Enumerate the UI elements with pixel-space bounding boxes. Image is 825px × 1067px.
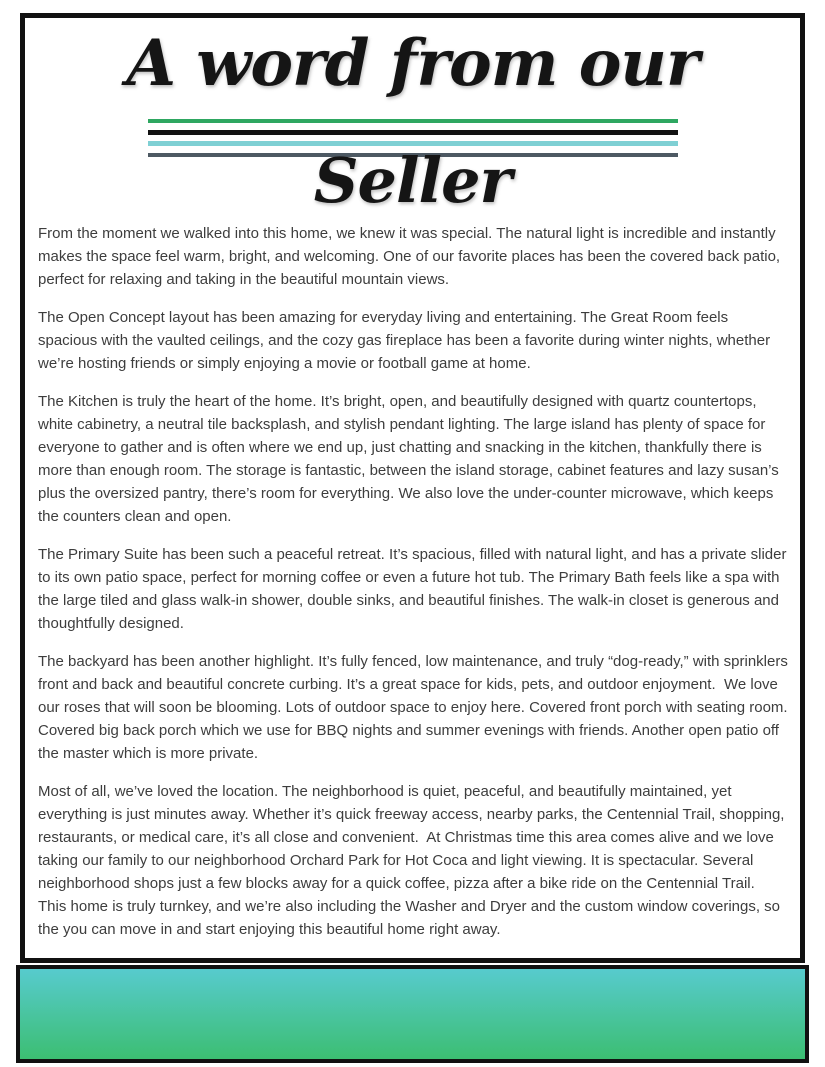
paragraph-first-impression: From the moment we walked into this home, we knew it was special. The natural light is incredible and instantly makes the space feel warm, bright, and welcoming. One of our favorite places has been the covered back patio, perfect for relaxing and taking in the beautiful mountain views. — [38, 225, 785, 288]
paragraph-primary-suite: The Primary Suite has been such a peaceful retreat. It’s spacious, filled with natural light, and has a private slider to its own patio space, perfect for morning coffee or even a future hot tub. The Primary Bath feels like a spa with the large tiled and glass walk-in shower, double sinks, and beautiful finishes. The walk-in closet is generous and thoughtfully designed. — [38, 546, 791, 632]
paragraph-kitchen: The Kitchen is truly the heart of the home. It’s bright, open, and beautifully designed with quartz countertops, white cabinetry, a neutral tile backsplash, and stylish pendant lighting. The large island has plenty of space for everyone to gather and is often where we end up, just chatting and snacking in the kitchen, thankfully there is more than enough room. The storage is fantastic, between the island storage, cabinet features and lazy susan’s plus the oversized pantry, there’s room for everything. We also love the under-counter microwave, which keeps the counters clean and open. — [38, 393, 783, 525]
page-title-line-2: Seller — [313, 144, 512, 217]
letter-body — [25, 222, 800, 941]
letter-content-box — [20, 13, 805, 963]
paragraph-open-concept: The Open Concept layout has been amazing for everyday living and entertaining. The Great Room feels spacious with the vaulted ceilings, and the cozy gas fireplace has been a favorite during winter nights, whether we’re hosting friends or simply enjoying a movie or football game at home. — [38, 309, 775, 372]
paragraph-backyard: The backyard has been another highlight. It’s fully fenced, low maintenance, and truly “dog-ready,” with sprinklers front and back and beautiful concrete curbing. It’s a great space for kids, pets, and outdoor enjoyment. We love our roses that will soon be blooming. Lots of outdoor space to enjoy here. Covered front porch with seating room. Covered big back porch which we use for BBQ nights and summer evenings with friends. Another open patio off the master which is more private. — [38, 653, 793, 762]
paragraph-location: Most of all, we’ve loved the location. The neighborhood is quiet, peaceful, and beautifully maintained, yet everything is just minutes away. Whether it’s quick freeway access, nearby parks, the Centennial Trail, shopping, restaurants, or medical care, it’s all close and convenient. At Christmas time this area comes alive and we love taking our family to our neighborhood Orchard Park for Hot Coca and light viewing. It is spectacular. Several neighborhood shops just a few blocks away for a quick coffee, pizza after a bike ride on the Centennial Trail. This home is truly turnkey, and we’re also including the Washer and Dryer and the custom window coverings, so the you can move in and start enjoying this beautiful home right away. — [38, 783, 789, 938]
divider-line-green — [148, 119, 678, 123]
footer-gradient-bar — [16, 965, 809, 1063]
letter-title-block — [25, 18, 800, 222]
page-title-line-1: A word from our — [126, 26, 699, 101]
divider-line-black — [148, 130, 678, 135]
